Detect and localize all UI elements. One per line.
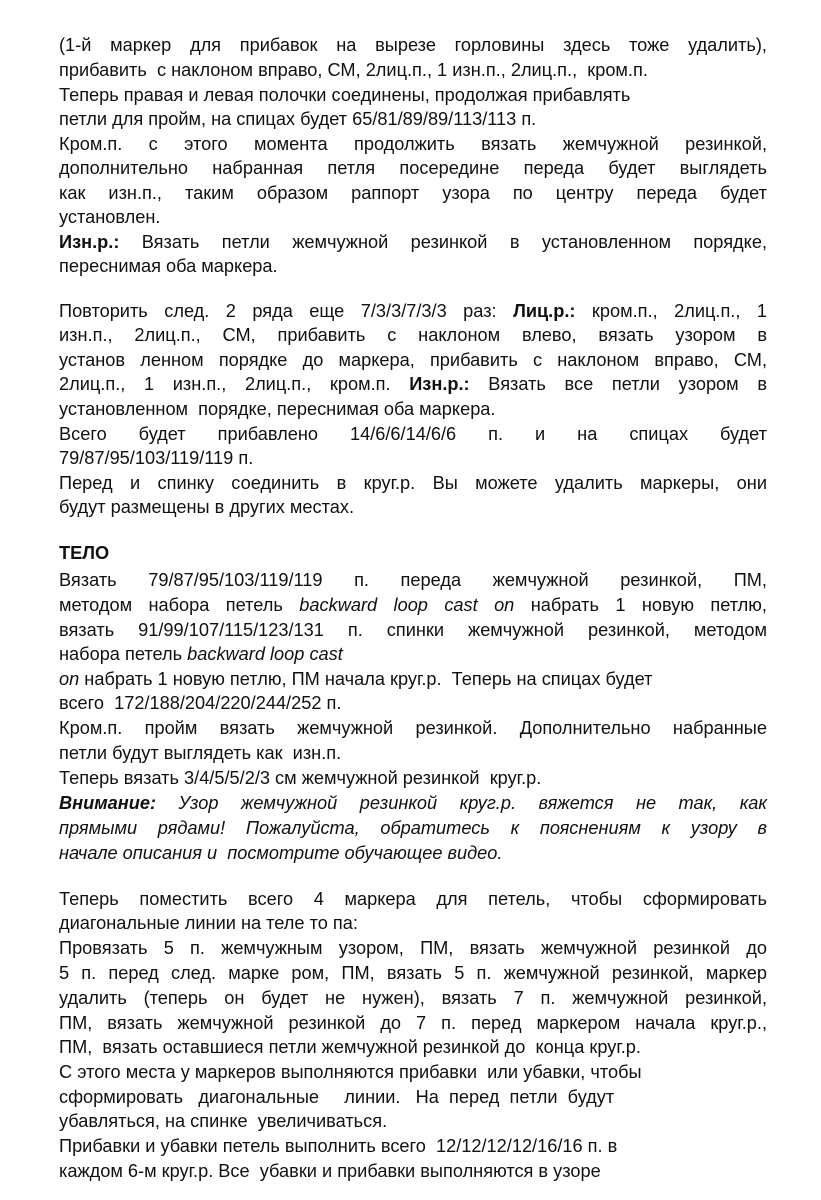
attention-label: Внимание:	[59, 793, 157, 813]
text-line: удалить (теперь он будет не нужен), вязать 7 п. жемчужной резинкой,	[59, 988, 767, 1008]
text-line: 79/87/95/103/119/119 п.	[59, 448, 254, 468]
row-label-bold: Изн.р.:	[59, 232, 120, 252]
attention-note: прямыми рядами! Пожалуйста, обратитесь к пояснениям к узору в	[59, 818, 767, 838]
text-line: изн.п., 2лиц.п., СМ, прибавить с наклоном влево, вязать узором в	[59, 325, 767, 345]
text-line: Повторить след. 2 ряда еще 7/3/3/7/3/3 раз: Лиц.р.: кром.п., 2лиц.п., 1	[59, 301, 767, 321]
row-label-bold: Изн.р.:	[409, 374, 470, 394]
text-line: 2лиц.п., 1 изн.п., 2лиц.п., кром.п. Изн.р.: Вязать все петли узором в	[59, 374, 768, 394]
section-heading: ТЕЛО	[59, 543, 110, 563]
text-line: (1-й маркер для прибавок на вырезе горловины здесь тоже удалить),	[59, 35, 767, 55]
text-line: Кром.п. пройм вязать жемчужной резинкой. Дополнительно набранные	[59, 718, 767, 738]
text-line: петли будут выглядеть как изн.п.	[59, 743, 342, 763]
italic-term: backward loop cast on	[299, 595, 515, 615]
text-line: Теперь правая и левая полочки соединены, продолжая прибавлять	[59, 85, 631, 105]
text-line: установленном порядке, переснимая оба маркера.	[59, 399, 496, 419]
text-line: Перед и спинку соединить в круг.р. Вы можете удалить маркеры, они	[59, 473, 767, 493]
text-line: ПМ, вязать жемчужной резинкой до 7 п. перед маркером начала круг.р.,	[59, 1013, 767, 1033]
attention-note: Внимание: Узор жемчужной резинкой круг.р. вяжется не так, как	[59, 793, 767, 813]
italic-term: on	[59, 669, 80, 689]
text-line: установлен.	[59, 207, 161, 227]
text-line: С этого места у маркеров выполняются прибавки или убавки, чтобы	[59, 1062, 642, 1082]
text-line: ПМ, вязать оставшиеся петли жемчужной резинкой до конца круг.р.	[59, 1037, 641, 1057]
text-line: Всего будет прибавлено 14/6/6/14/6/6 п. и на спицах будет	[59, 424, 767, 444]
text-line: Кром.п. с этого момента продолжить вязать жемчужной резинкой,	[59, 134, 767, 154]
text-line: Теперь поместить всего 4 маркера для петель, чтобы сформировать	[59, 889, 767, 909]
text-line: 5 п. перед след. марке ром, ПМ, вязать 5 п. жемчужной резинкой, маркер	[59, 963, 767, 983]
text-line: петли для пройм, на спицах будет 65/81/89/89/113/113 п.	[59, 109, 537, 129]
text-line: переснимая оба маркера.	[59, 256, 278, 276]
text-line: on набрать 1 новую петлю, ПМ начала круг.р. Теперь на спицах будет	[59, 669, 653, 689]
text-line: вязать 91/99/107/115/123/131 п. спинки жемчужной резинкой, методом	[59, 620, 767, 640]
text-line: набора петель backward loop cast	[59, 644, 343, 664]
text-line: диагональные линии на теле то па:	[59, 913, 358, 933]
text-line: каждом 6-м круг.р. Все убавки и прибавки выполняются в узоре	[59, 1161, 601, 1181]
text-line: Провязать 5 п. жемчужным узором, ПМ, вязать жемчужной резинкой до	[59, 938, 767, 958]
text-line: дополнительно набранная петля посередине переда будет выглядеть	[59, 158, 767, 178]
row-label-bold: Лиц.р.:	[513, 301, 576, 321]
text-line: убавляться, на спинке увеличиваться.	[59, 1111, 388, 1131]
text-line: Теперь вязать 3/4/5/5/2/3 см жемчужной резинкой круг.р.	[59, 768, 542, 788]
text-line: как изн.п., таким образом раппорт узора по центру переда будет	[59, 183, 767, 203]
italic-term: backward loop cast	[187, 644, 343, 664]
text-line: установ ленном порядке до маркера, прибавить с наклоном вправо, СМ,	[59, 350, 767, 370]
text-line: прибавить с наклоном вправо, СМ, 2лиц.п., 1 изн.п., 2лиц.п., кром.п.	[59, 60, 648, 80]
text-line: будут размещены в других местах.	[59, 497, 354, 517]
text-line: сформировать диагональные линии. На перед петли будут	[59, 1087, 615, 1107]
attention-note: начале описания и посмотрите обучающее видео.	[59, 843, 503, 863]
text-line: Прибавки и убавки петель выполнить всего 12/12/12/12/16/16 п. в	[59, 1136, 618, 1156]
text-line: всего 172/188/204/220/244/252 п.	[59, 693, 342, 713]
text-line: Изн.р.: Вязать петли жемчужной резинкой в установленном порядке,	[59, 232, 767, 252]
text-line: методом набора петель backward loop cast on набрать 1 новую петлю,	[59, 595, 767, 615]
text-line: Вязать 79/87/95/103/119/119 п. переда жемчужной резинкой, ПМ,	[59, 570, 767, 590]
